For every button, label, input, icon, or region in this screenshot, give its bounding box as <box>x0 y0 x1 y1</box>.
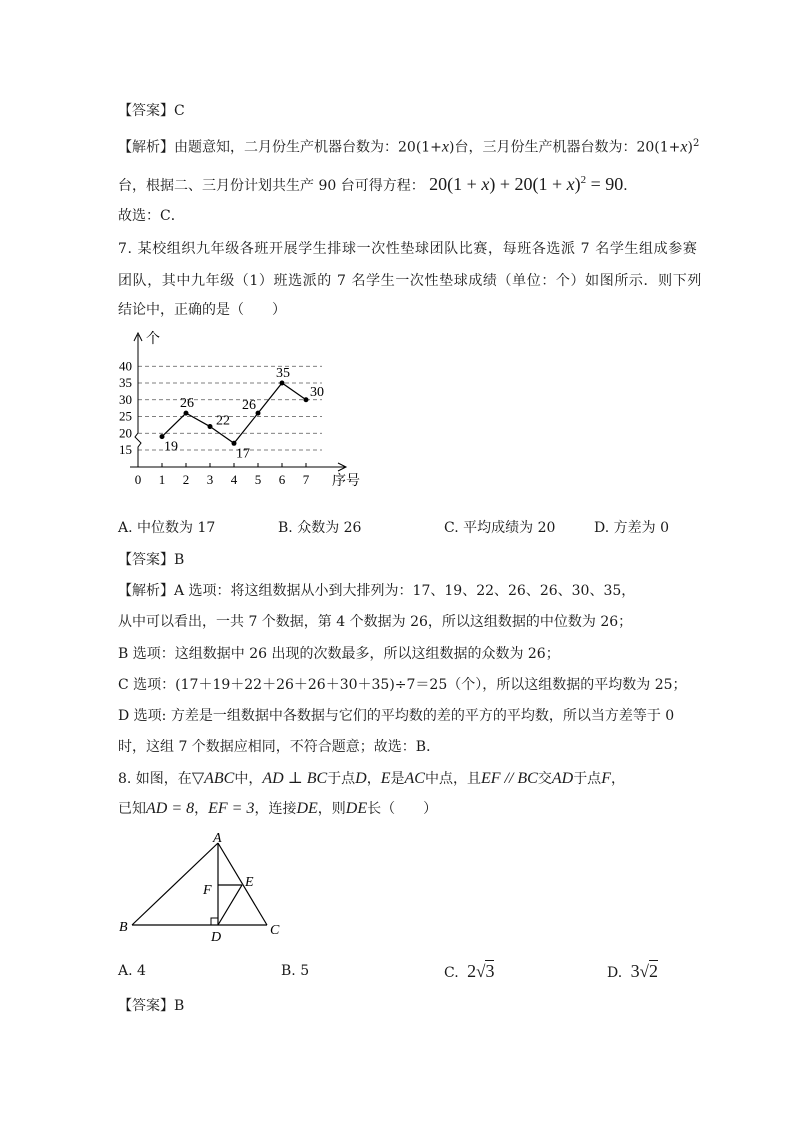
option-d[interactable]: D. 3√2 <box>607 961 658 981</box>
question-8-line: 8. 如图，在▽ABC中，AD ⊥ BC于点D，E是AC中点，且EF // BC交AD于点F， <box>118 770 625 787</box>
option-c[interactable]: C. 平均成绩为 20 <box>444 520 556 536</box>
right-angle-mark <box>211 918 218 925</box>
question-7-line: 结论中，正确的是（ ） <box>118 302 286 318</box>
option-a[interactable]: A. 4 <box>118 963 146 979</box>
x-tick-label: 7 <box>302 472 310 487</box>
x-tick-label: 4 <box>230 472 238 487</box>
data-label: 22 <box>216 413 230 429</box>
data-point <box>184 411 189 416</box>
option-b[interactable]: B. 5 <box>281 963 310 979</box>
triangle-figure <box>115 830 295 945</box>
answer-label: 【答案】B <box>118 552 185 568</box>
data-point <box>208 424 213 429</box>
question-7-line: 7. 某校组织九年级各班开展学生排球一次性垫球团队比赛，每班各选派 7 名学生组成参赛 <box>118 241 698 257</box>
data-label: 26 <box>242 398 256 414</box>
y-tick-label: 25 <box>119 408 132 424</box>
label-e: E <box>245 875 254 890</box>
data-label: 26 <box>180 396 194 412</box>
x-tick-label: 6 <box>278 472 286 487</box>
data-point <box>160 434 165 439</box>
label-d: D <box>211 930 222 945</box>
analysis-line: 【解析】由题意知，二月份生产机器台数为：20(1+x)台，三月份生产机器台数为：$20(1+x)^2$ <box>118 138 700 156</box>
x-tick-label: 0 <box>134 472 142 487</box>
y-axis-label: 个 <box>146 332 160 347</box>
data-point <box>280 381 285 386</box>
question-7-line: 团队，其中九年级（1）班选派的 7 名学生一次性垫球成绩（单位：个）如图所示．则下列 <box>118 273 702 289</box>
data-label: 19 <box>164 439 178 455</box>
analysis-line: 时，这组 7 个数据应相同，不符合题意；故选：B． <box>118 739 441 755</box>
x-tick-label: 1 <box>158 472 166 487</box>
data-label: 30 <box>310 384 324 400</box>
conclusion: 故选：C． <box>118 208 185 224</box>
data-point <box>256 411 261 416</box>
x-tick-label: 5 <box>254 472 262 487</box>
option-c[interactable]: C. 2√3 <box>444 961 495 981</box>
option-a[interactable]: A. 中位数为 17 <box>118 520 216 536</box>
x-tick-label: 3 <box>206 472 214 487</box>
label-f: F <box>203 883 212 898</box>
analysis-line: D 选项: 方差是一组数据中各数据与它们的平均数的差的平方的平均数，所以当方差等于 0 <box>118 708 675 724</box>
y-tick-label: 40 <box>119 358 132 374</box>
option-b[interactable]: B. 众数为 26 <box>278 520 362 536</box>
label-c: C <box>270 923 280 938</box>
segment-de <box>218 885 242 925</box>
label-a: A <box>213 831 222 846</box>
question-8-line: 已知AD = 8，EF = 3，连接DE，则DE长（ ） <box>118 800 438 817</box>
y-tick-label: 30 <box>119 391 132 407</box>
analysis-line: B 选项：这组数据中 26 出现的次数最多，所以这组数据的众数为 26； <box>118 646 560 662</box>
answer-label: 【答案】C <box>118 103 185 119</box>
data-point <box>232 441 237 446</box>
line-chart <box>110 325 370 505</box>
analysis-line: 【解析】A 选项：将这组数据从小到大排列为：17、19、22、26、26、30、35， <box>118 583 636 599</box>
data-label: 17 <box>236 446 250 462</box>
option-d[interactable]: D. 方差为 0 <box>594 520 669 536</box>
x-axis-label: 序号 <box>332 474 360 489</box>
answer-label: 【答案】B <box>118 998 185 1014</box>
analysis-line: C 选项：(17＋19＋22＋26＋26＋30＋35)÷7＝25（个），所以这组数据的平均数为 25； <box>118 677 687 693</box>
y-tick-label: 20 <box>119 425 132 441</box>
analysis-line: 台，根据二、三月份计划共生产 90 台可得方程： $20(1 + x) + 20(1 + x)^2 = 90$． <box>118 174 638 194</box>
x-tick-label: 2 <box>182 472 190 487</box>
data-label: 35 <box>276 366 290 381</box>
analysis-line: 从中可以看出，一共 7 个数据，第 4 个数据为 26，所以这组数据的中位数为 26； <box>118 614 633 630</box>
data-point <box>304 397 309 402</box>
equation: $20(1 + x) + 20(1 + x)^2 = 90$ <box>429 174 624 194</box>
label-b: B <box>119 920 128 935</box>
y-tick-label: 35 <box>119 375 132 390</box>
y-tick-label: 15 <box>119 442 132 457</box>
